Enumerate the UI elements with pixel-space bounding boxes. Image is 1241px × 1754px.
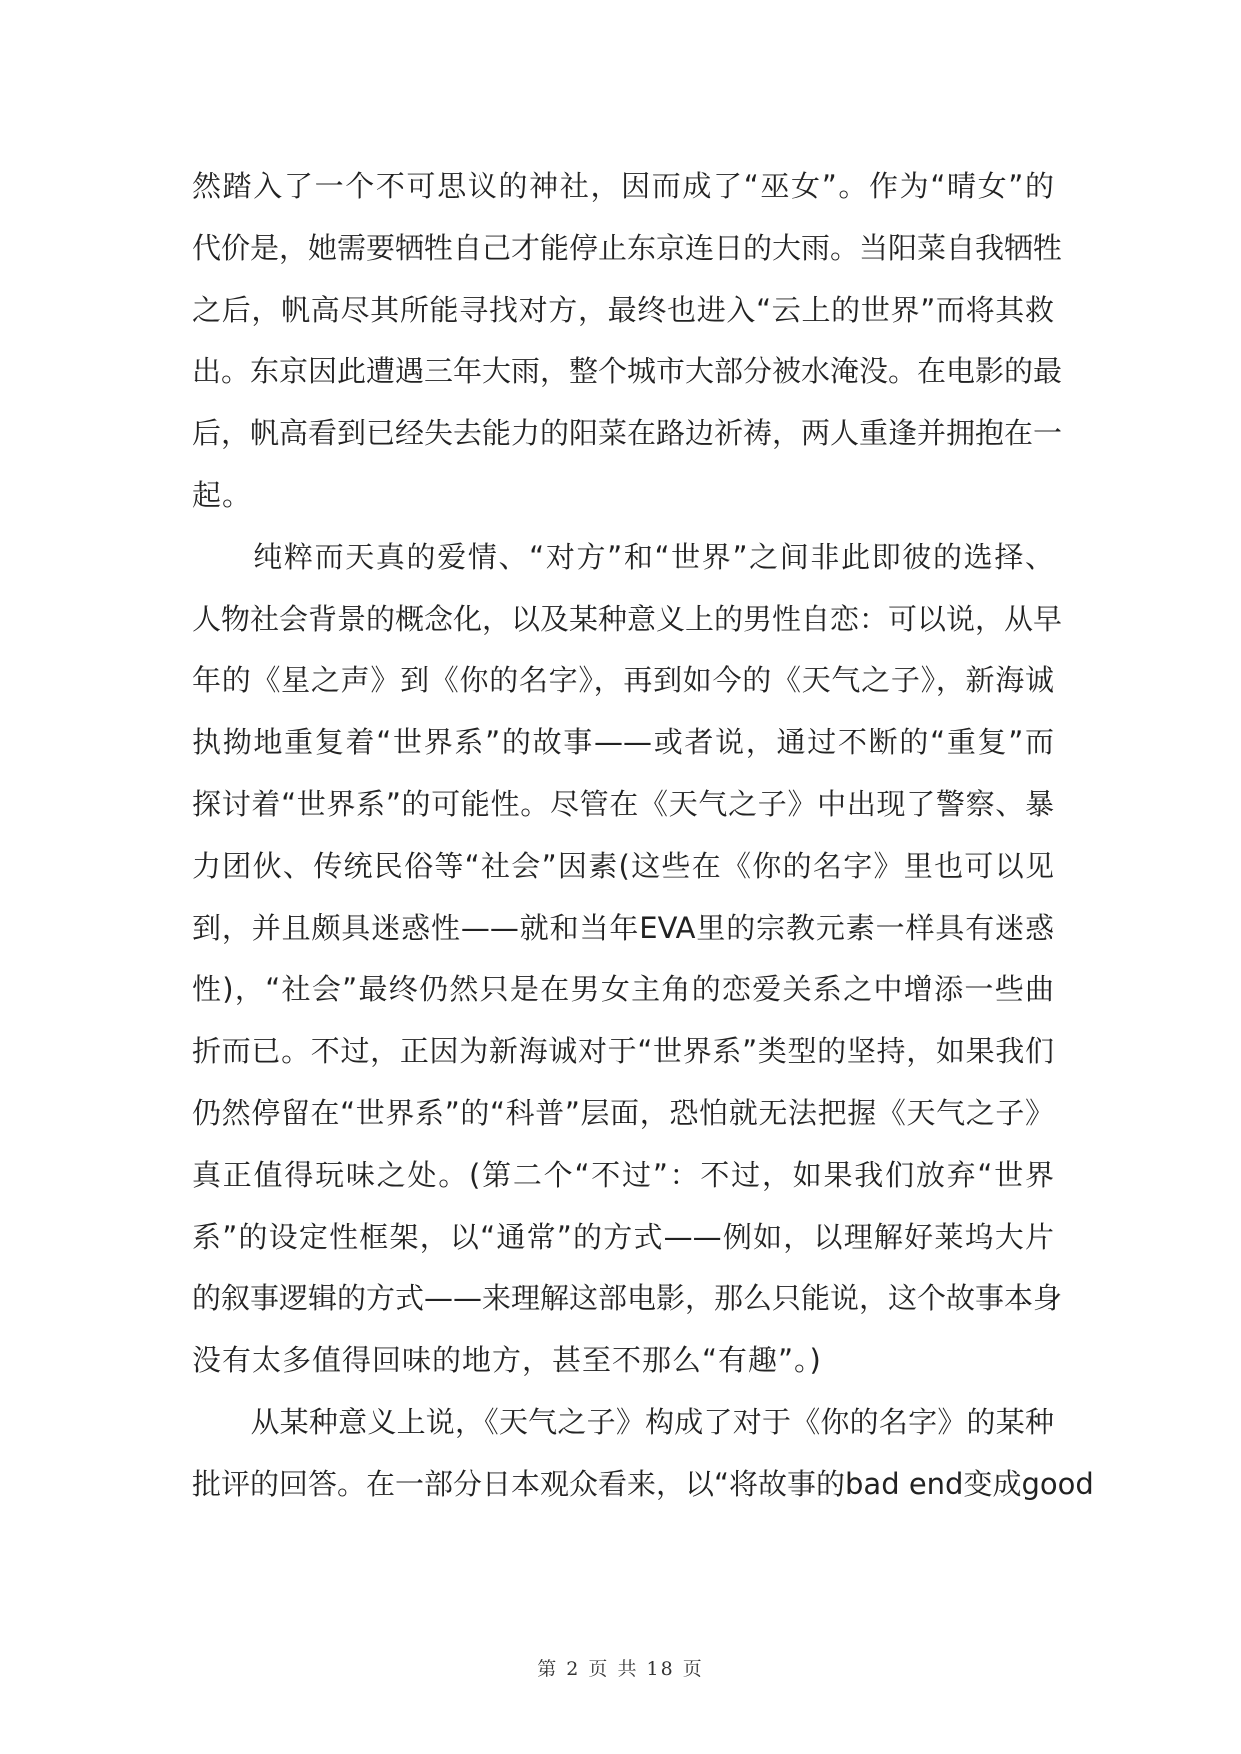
text-line: 仍然停留在“世界系”的“科普”层面，恐怕就无法把握《天气之子》: [192, 1095, 1054, 1130]
body-text: [192, 156, 1094, 1516]
text-line: 代价是，她需要牺牲自己才能停止东京连日的大雨。当阳菜自我牺牲: [192, 230, 1063, 265]
text-line: 批评的回答。在一部分日本观众看来，以“将故事的bad end变成good: [192, 1466, 1094, 1501]
text-line: 出。东京因此遭遇三年大雨，整个城市大部分被水淹没。在电影的最: [192, 354, 1063, 389]
text-line: 性)，“社会”最终仍然只是在男女主角的恋爱关系之中增添一些曲: [192, 972, 1054, 1007]
text-line: 执拗地重复着“世界系”的故事——或者说，通过不断的“重复”而: [192, 725, 1054, 760]
page-number-footer: 第 2 页 共 18 页: [537, 1658, 704, 1680]
text-line: 然踏入了一个不可思议的神社，因而成了“巫女”。作为“晴女”的: [192, 169, 1054, 203]
text-line: 年的《星之声》到《你的名字》，再到如今的《天气之子》，新海诚: [192, 663, 1054, 698]
text-line: 从某种意义上说，《天气之子》构成了对于《你的名字》的某种: [192, 1404, 1054, 1439]
text-line: 到，并且颇具迷惑性——就和当年EVA里的宗教元素一样具有迷惑: [192, 910, 1054, 945]
text-line: 人物社会背景的概念化，以及某种意义上的男性自恋：可以说，从早: [192, 601, 1063, 636]
text-line: 起。: [192, 477, 253, 512]
text-line: 折而已。不过，正因为新海诚对于“世界系”类型的坚持，如果我们: [192, 1034, 1054, 1069]
text-line: 的叙事逻辑的方式——来理解这部电影，那么只能说，这个故事本身: [192, 1281, 1063, 1316]
text-line: 之后，帆高尽其所能寻找对方，最终也进入“云上的世界”而将其救: [192, 292, 1054, 327]
text-line: 力团伙、传统民俗等“社会”因素(这些在《你的名字》里也可以见: [192, 848, 1054, 883]
text-line: 后，帆高看到已经失去能力的阳菜在路边祈祷，两人重逢并拥抱在一: [192, 416, 1063, 451]
text-line: 真正值得玩味之处。(第二个“不过”：不过，如果我们放弃“世界: [192, 1157, 1054, 1192]
text-line: 纯粹而天真的爱情、“对方”和“世界”之间非此即彼的选择、: [192, 539, 1054, 574]
text-line: 探讨着“世界系”的可能性。尽管在《天气之子》中出现了警察、暴: [192, 786, 1054, 821]
text-line: 没有太多值得回味的地方，甚至不那么“有趣”。): [192, 1343, 822, 1378]
text-line: 系”的设定性框架，以“通常”的方式——例如，以理解好莱坞大片: [192, 1219, 1054, 1254]
